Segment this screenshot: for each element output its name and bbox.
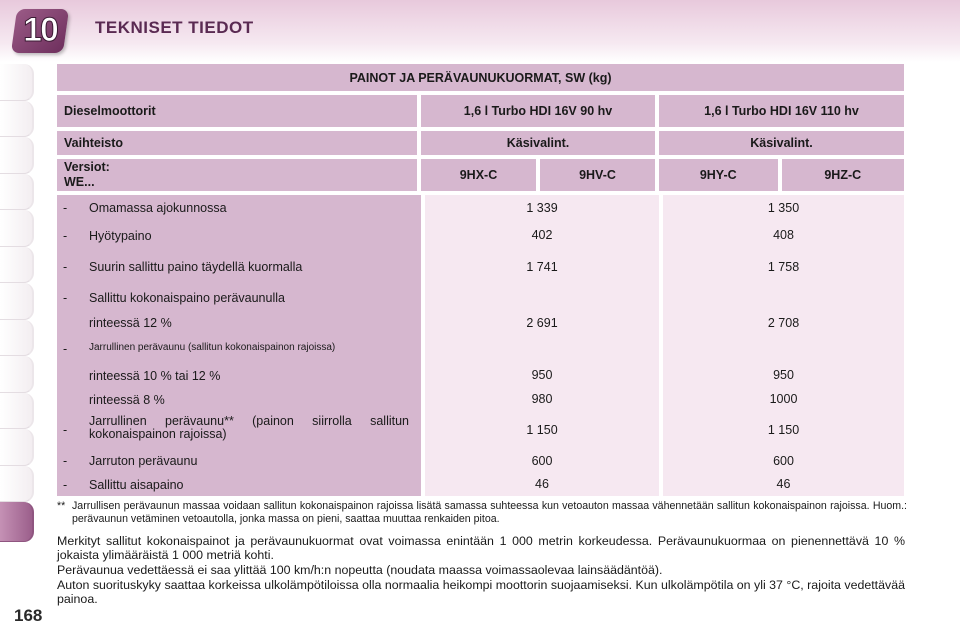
value-90hv: 46 [535,477,549,491]
chapter-tab[interactable] [0,429,34,466]
chapter-number: 10 [23,11,57,49]
labels-column [57,195,421,496]
chapter-tab[interactable] [0,174,34,211]
value-90hv: 1 741 [526,260,558,274]
values-90hv-column [421,195,659,496]
row-dash: - [63,478,68,492]
table-row-label [57,311,421,335]
chapter-tab[interactable] [0,64,34,101]
gearbox-90hv: Käsivalint. [421,131,659,155]
row-label-text: Jarruton perävaunu [89,454,198,468]
row-label-text: rinteessä 10 % tai 12 % [89,369,221,383]
chapter-tab[interactable] [0,356,34,393]
chapter-tab[interactable] [0,137,34,174]
paragraph-temperature: Auton suorituskyky saattaa korkeissa ulkolämpötiloissa olla normaalia heikompi moottorin suojaamiseksi. Kun ulkolämpötila on yli 37 °C, rajoita vedettävää painoa. [57,578,905,606]
version-9hy: 9HY-C [659,159,782,191]
value-110hv [663,335,904,363]
footnote-mark: ** [57,500,66,512]
page-number: 168 [14,606,43,625]
table-row-label [57,250,421,284]
versions-label-line1: Versiot: [64,160,110,174]
versions-label-line2: WE... [64,175,95,189]
value-110hv [663,284,904,311]
row-label-text: Sallittu aisapaino [89,478,184,492]
chapter-tabs [0,64,34,542]
engine-90hv: 1,6 l Turbo HDI 16V 90 hv [421,95,659,127]
table-title: PAINOT JA PERÄVAUNUKUORMAT, SW (kg) [57,64,904,91]
chapter-tab[interactable] [0,210,34,247]
row-label-text: Jarrullinen perävaunu** (painon siirrolla sallitun kokonaispainon rajoissa) [89,414,409,441]
table-row-label [57,473,421,496]
row-label-text: Suurin sallittu paino täydellä kuormalla [89,260,303,274]
chapter-title: TEKNISET TIEDOT [95,18,254,37]
value-110hv: 1000 [769,392,798,406]
table-row-label [57,388,421,411]
chapter-tab[interactable] [0,466,34,503]
paragraph-speed: Perävaunua vedettäessä ei saa ylittää 100 km/h:n nopeutta (noudata maassa voimassaolevaa lainsäädäntöä). [57,563,663,577]
value-110hv: 600 [773,454,794,468]
version-9hx: 9HX-C [421,159,540,191]
row-label-text: Sallittu kokonaispaino perävaunulla [89,291,285,305]
chapter-tab[interactable] [0,101,34,138]
version-9hv: 9HV-C [540,159,659,191]
value-90hv: 402 [531,228,553,242]
row-label-text: rinteessä 12 % [89,316,172,330]
table-row-label [57,284,421,311]
gearbox-label: Vaihteisto [57,131,421,155]
row-dash: - [63,229,68,243]
values-110hv-column [659,195,904,496]
weights-table [57,64,904,496]
table-row-label [57,411,421,449]
value-90hv: 2 691 [526,316,558,330]
chapter-badge [11,9,69,53]
value-90hv: 1 339 [526,201,558,215]
value-90hv: 600 [531,454,553,468]
version-9hz: 9HZ-C [782,159,905,191]
table-row-label [57,449,421,473]
row-dash: - [63,201,68,215]
row-dash: - [63,454,68,468]
value-110hv: 408 [773,228,794,242]
value-90hv: 1 150 [526,423,558,437]
value-110hv: 2 708 [767,316,800,330]
table-body [57,195,904,496]
row-label-text: Hyötypaino [89,229,152,243]
row-label-text: rinteessä 8 % [89,393,165,407]
engine-label: Dieselmoottorit [57,95,421,127]
engine-110hv: 1,6 l Turbo HDI 16V 110 hv [659,95,904,127]
chapter-tab[interactable] [0,283,34,320]
gearbox-110hv: Käsivalint. [659,131,904,155]
row-dash: - [63,423,68,437]
row-dash: - [63,260,68,274]
value-90hv: 950 [531,368,553,382]
row-label-text: Omamassa ajokunnossa [89,201,227,215]
value-90hv [425,335,659,363]
chapter-tab[interactable] [0,247,34,284]
value-110hv: 1 758 [767,260,800,274]
value-110hv: 46 [776,477,791,491]
value-110hv: 1 350 [767,201,800,215]
footnote [57,500,907,526]
table-row-label [57,335,421,363]
table-row-label [57,195,421,221]
value-110hv: 1 150 [767,423,800,437]
chapter-tab[interactable] [0,393,34,430]
value-90hv: 980 [531,392,553,406]
chapter-tab-active[interactable] [0,502,34,542]
row-dash: - [63,291,68,305]
value-110hv: 950 [773,368,794,382]
chapter-tab[interactable] [0,320,34,357]
footnote-text: Jarrullisen perävaunun massaa voidaan sallitun kokonaispainon rajoissa lisätä samassa suhteessa kun vetoauton massaa vähennetään sallitun kokonaispainon rajoissa. Huom.: perävaunun vetäminen vetoautolla, jonka massa on pieni, saattaa muuttaa renkaiden pitoa. [72,500,907,525]
table-row-label [57,363,421,388]
row-label-text: Jarrullinen perävaunu (sallitun kokonaispainon rajoissa) [89,342,336,353]
paragraph-altitude: Merkityt sallitut kokonaispainot ja perävaunukuormat ovat voimassa enintään 1 000 metrin korkeudessa. Perävaunukuormaa on pienennettävä 10 % jokaista ylimääräistä 1 000 metriä kohti. [57,534,905,562]
table-row-label [57,221,421,250]
value-90hv [425,284,659,311]
versions-label [57,159,421,191]
row-dash: - [63,342,68,356]
